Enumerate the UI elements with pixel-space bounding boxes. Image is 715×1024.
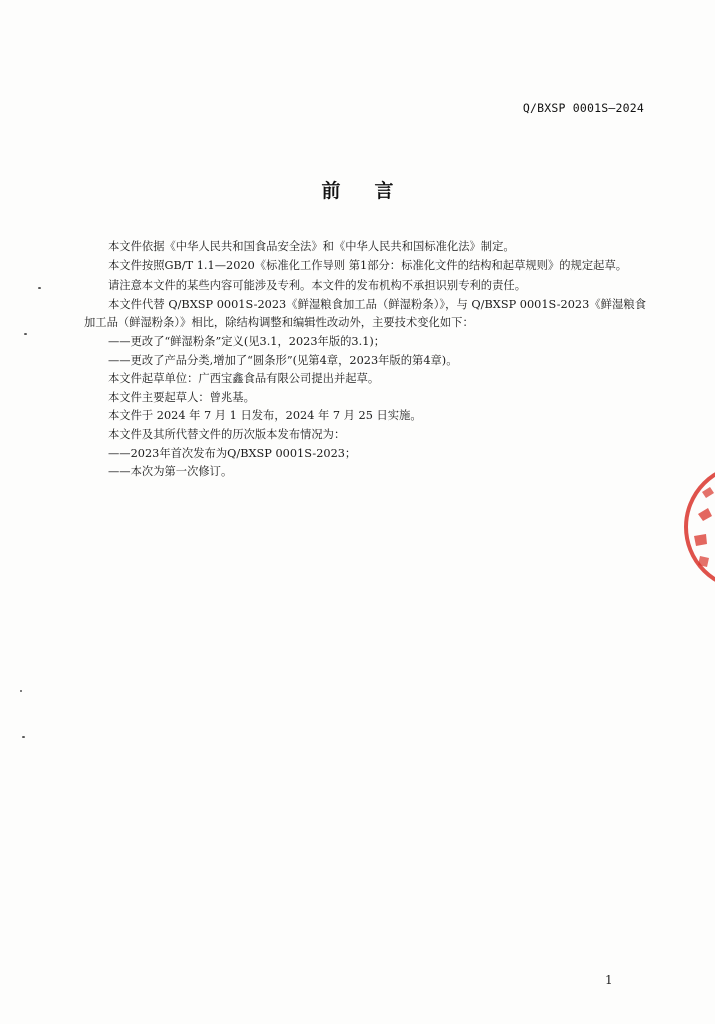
- section-title: 前言: [321, 180, 428, 202]
- paragraph-basis: 本文件依据《中华人民共和国食品安全法》和《中华人民共和国标准化法》制定。: [108, 240, 515, 253]
- paragraph-drafter: 本文件主要起草人：曾兆基。: [108, 390, 255, 404]
- paragraph-replacement: 本文件代替 Q/BXSP 0001S-2023《鲜湿粮食加工品（鲜湿粉条）》，与 Q/BXSP 0001S-2023《鲜湿粮食加工品（鲜湿粉条）》相比，除结构调整和编辑性改动外，主要技术变化如下：: [84, 297, 646, 330]
- scan-speck: [38, 287, 41, 289]
- document-code: Q/BXSP 0001S—2024: [522, 101, 644, 115]
- paragraph-dates: 本文件于 2024 年 7 月 1 日发布，2024 年 7 月 25 日实施。: [108, 409, 422, 423]
- change-item: ——更改了产品分类,增加了“圆条形”(见第4章，2023年版的第4章)。: [108, 353, 458, 367]
- paragraph-drafting-rules: 本文件按照GB/T 1.1—2020《标准化工作导则 第1部分：标准化文件的结构和起草规则》的规定起草。: [108, 258, 628, 272]
- scan-speck: [20, 690, 22, 692]
- paragraph-drafting-unit: 本文件起草单位：广西宝鑫食品有限公司提出并起草。: [108, 372, 380, 386]
- foreword-body: [84, 238, 646, 482]
- paragraph-history: 本文件及其所代替文件的历次版本发布情况为：: [108, 427, 346, 441]
- scan-speck: [24, 333, 27, 335]
- change-item: ——更改了“鲜湿粉条”定义(见3.1，2023年版的3.1)；: [108, 334, 386, 348]
- scan-speck: [22, 736, 25, 738]
- history-item: ——2023年首次发布为Q/BXSP 0001S-2023；: [108, 446, 357, 460]
- page-number: 1: [605, 973, 613, 987]
- company-seal-stamp: [676, 452, 715, 602]
- history-item: ——本次为第一次修订。: [108, 465, 233, 479]
- paragraph-patent-notice: 请注意本文件的某些内容可能涉及专利。本文件的发布机构不承担识别专利的责任。: [108, 279, 526, 293]
